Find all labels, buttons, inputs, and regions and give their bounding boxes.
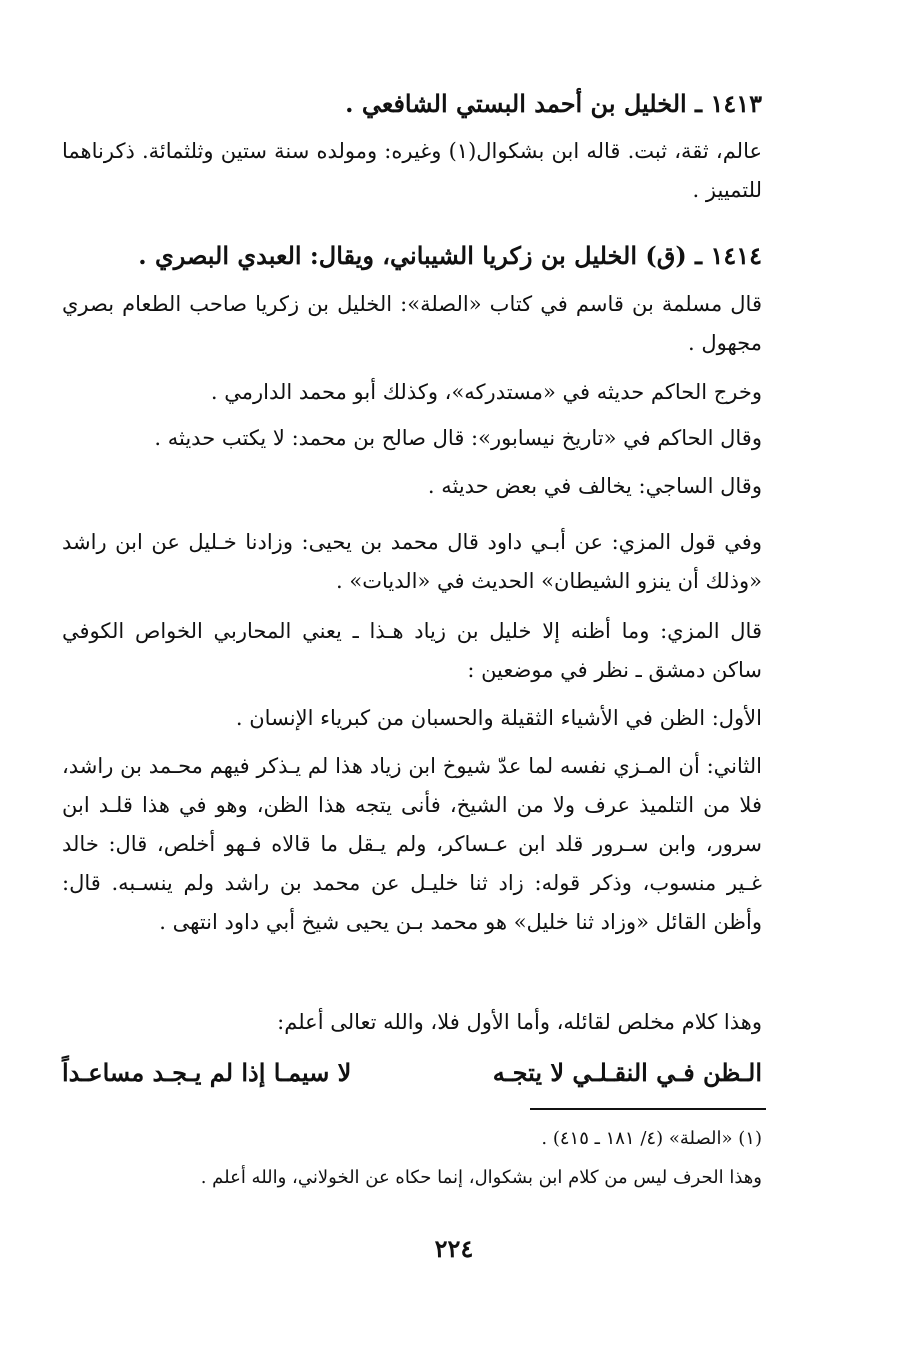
entry-1414-paragraph-9: وهذا كلام مخلص لقائله، وأما الأول فلا، والله تعالى أعلم:	[277, 1010, 762, 1034]
footnote-1: (١) «الصلة» (٤/ ١٨١ ـ ٤١٥) .	[541, 1128, 762, 1149]
verse-first-hemistich: الـظن فـي النقـلـي لا يتجـه	[492, 1058, 762, 1087]
entry-1414-paragraph-7: الأول: الظن في الأشياء الثقيلة والحسبان من كبرياء الإنسان .	[235, 706, 762, 730]
footnote-note: وهذا الحرف ليس من كلام ابن بشكوال، إنما حكاه عن الخولاني، والله أعلم .	[200, 1167, 762, 1188]
entry-1414-paragraph-6: قال المزي: وما أظنه إلا خليل بن زياد هـذا ـ يعني المحاربي الخواص الكوفي ساكن دمشق ـ نظر في موضعين :	[62, 619, 762, 682]
verse-second-hemistich: لا سيمـا إذا لم يـجـد مساعـداً	[62, 1058, 352, 1087]
entry-1413-paragraph: عالم، ثقة، ثبت. قاله ابن بشكوال(١) وغيره: ومولده سنة ستين وثلثمائة. ذكرناهما للتمييز .	[62, 139, 762, 202]
page-number: ٢٢٤	[434, 1234, 474, 1263]
entry-heading-1414: ١٤١٤ ـ (ق) الخليل بن زكريا الشيباني، ويقال: العبدي البصري .	[138, 241, 762, 270]
poetry-verse	[62, 1053, 762, 1093]
footnote-separator	[530, 1108, 766, 1110]
entry-1414-paragraph-1: قال مسلمة بن قاسم في كتاب «الصلة»: الخليل بن زكريا صاحب الطعام بصري مجهول .	[62, 292, 762, 355]
entry-1414-paragraph-5: وفي قول المزي: عن أبـي داود قال محمد بن يحيى: وزادنا خـليل عن ابن راشد «وذلك أن ينزو الشيطان» الحديث في «الديات» .	[62, 530, 762, 593]
entry-1414-paragraph-3: وقال الحاكم في «تاريخ نيسابور»: قال صالح بن محمد: لا يكتب حديثه .	[154, 426, 762, 450]
entry-1414-paragraph-4: وقال الساجي: يخالف في بعض حديثه .	[427, 474, 762, 498]
entry-heading-1413: ١٤١٣ ـ الخليل بن أحمد البستي الشافعي .	[345, 89, 762, 118]
entry-1414-paragraph-2: وخرج الحاكم حديثه في «مستدركه»، وكذلك أبو محمد الدارمي .	[210, 380, 762, 404]
entry-1414-paragraph-8: الثاني: أن المـزي نفسه لما عدّ شيوخ ابن زياد هذا لم يـذكر فيهم محـمد بن راشد، فلا من التلميذ عرف ولا من الشيخ، فأنى يتجه هذا الظن، وهو في هذا قلـد ابن سرور، وابن سـرور قلد ابن عـساكر، ولم يـقل ما قالاه فـهو أخلص، قال: خالد غـير منسوب، وذكر قوله: زاد ثنا خليـل عن محمد بن راشد ولم ينسـبه. قال: وأظن القائل «وزاد ثنا خليل» هو محمد بـن يحيى شيخ أبي داود انتهى .	[62, 754, 762, 934]
